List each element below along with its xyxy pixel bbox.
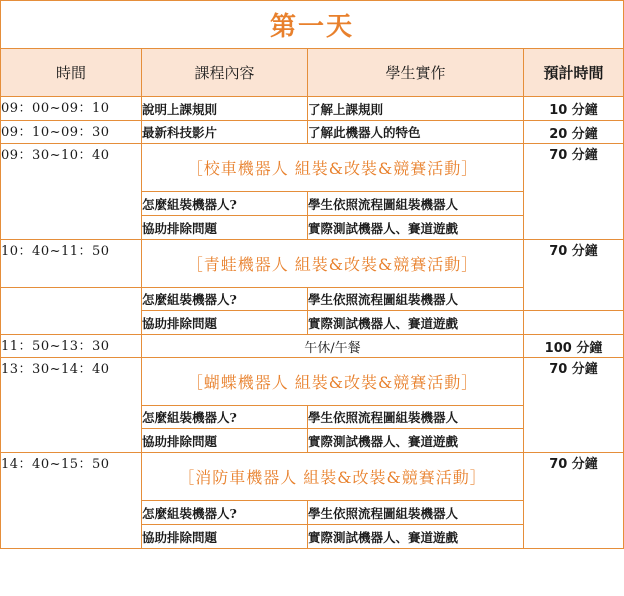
activity-row [1, 358, 624, 406]
time-cell: 13：30~14：40 [1, 358, 142, 453]
header-row [1, 49, 624, 97]
header-course: 課程內容 [142, 49, 308, 97]
title-row [1, 1, 624, 49]
course-cell: 最新科技影片 [142, 121, 308, 144]
practice-cell: 學生依照流程圖組裝機器人 [308, 501, 524, 525]
practice-cell: 實際測試機器人、賽道遊戲 [308, 216, 524, 240]
course-cell: 協助排除問題 [142, 216, 308, 240]
activity-title: ［青蛙機器人 組裝&改裝&競賽活動］ [142, 240, 524, 288]
course-cell: 怎麼組裝機器人? [142, 288, 308, 311]
activity-title: ［蝴蝶機器人 組裝&改裝&競賽活動］ [142, 358, 524, 406]
activity-title: ［校車機器人 組裝&改裝&競賽活動］ [142, 144, 524, 192]
time-cell: 09：10~09：30 [1, 121, 142, 144]
course-cell: 協助排除問題 [142, 525, 308, 549]
header-practice: 學生實作 [308, 49, 524, 97]
practice-cell: 實際測試機器人、賽道遊戲 [308, 429, 524, 453]
course-cell: 協助排除問題 [142, 311, 308, 335]
course-cell: 怎麼組裝機器人? [142, 406, 308, 429]
time-cell: 09：30~10：40 [1, 144, 142, 240]
duration-cell: 100 分鐘 [524, 335, 624, 358]
practice-cell: 學生依照流程圖組裝機器人 [308, 406, 524, 429]
activity-row [1, 240, 624, 288]
practice-cell: 學生依照流程圖組裝機器人 [308, 288, 524, 311]
course-cell: 怎麼組裝機器人? [142, 192, 308, 216]
duration-cell: 20 分鐘 [524, 121, 624, 144]
activity-row [1, 453, 624, 501]
course-cell: 協助排除問題 [142, 429, 308, 453]
duration-cell: 70 分鐘 [524, 453, 624, 549]
duration-cell-empty [524, 311, 624, 335]
lunch-cell: 午休/午餐 [142, 335, 524, 358]
practice-cell: 學生依照流程圖組裝機器人 [308, 192, 524, 216]
time-cell: 10：40~11：50 [1, 240, 142, 288]
course-cell: 說明上課規則 [142, 97, 308, 121]
page-title: 第一天 [1, 1, 624, 49]
practice-cell: 實際測試機器人、賽道遊戲 [308, 311, 524, 335]
practice-cell: 實際測試機器人、賽道遊戲 [308, 525, 524, 549]
lunch-row [1, 335, 624, 358]
duration-cell: 70 分鐘 [524, 240, 624, 311]
activity-title: ［消防車機器人 組裝&改裝&競賽活動］ [142, 453, 524, 501]
time-cell: 09：00~09：10 [1, 97, 142, 121]
header-time: 時間 [1, 49, 142, 97]
duration-cell: 70 分鐘 [524, 358, 624, 453]
activity-row [1, 144, 624, 192]
practice-cell: 了解此機器人的特色 [308, 121, 524, 144]
course-cell: 怎麼組裝機器人? [142, 501, 308, 525]
time-cell-empty [1, 288, 142, 335]
time-cell: 11：50~13：30 [1, 335, 142, 358]
duration-cell: 70 分鐘 [524, 144, 624, 240]
practice-cell: 了解上課規則 [308, 97, 524, 121]
table-row [1, 121, 624, 144]
duration-cell: 10 分鐘 [524, 97, 624, 121]
time-cell: 14：40~15：50 [1, 453, 142, 549]
header-duration: 預計時間 [524, 49, 624, 97]
table-row [1, 97, 624, 121]
